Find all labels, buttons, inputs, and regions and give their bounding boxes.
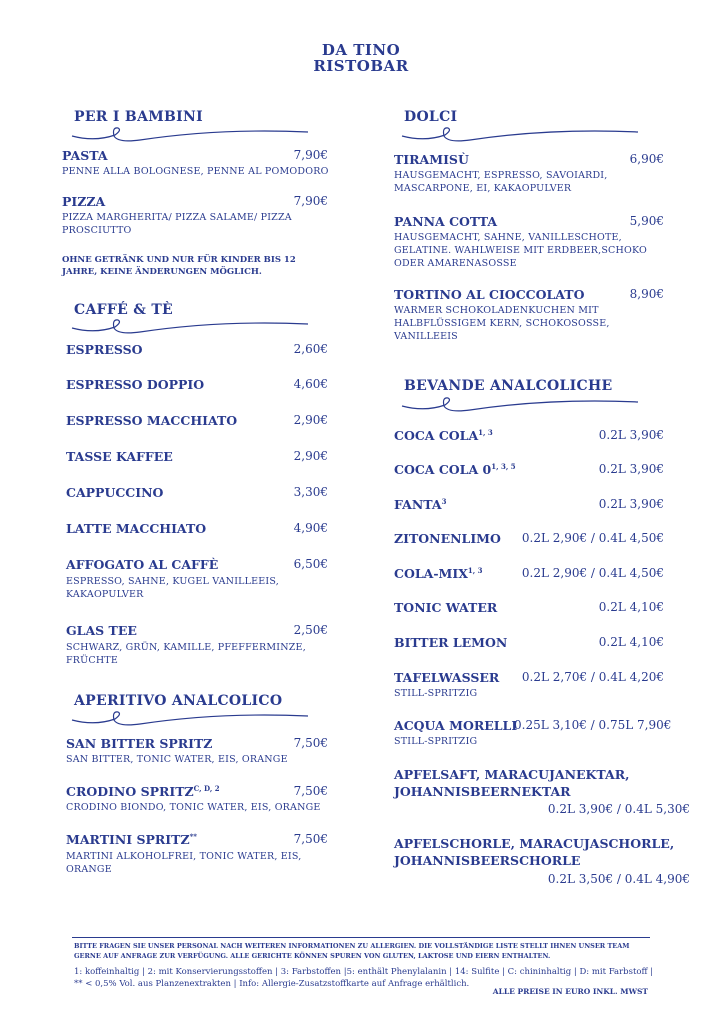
menu-item-price: 7,50€ bbox=[293, 736, 328, 750]
menu-item-name: FANTA$^3$ bbox=[394, 496, 447, 512]
menu-item-description: HAUSGEMACHT, ESPRESSO, SAVOIARDI, MASCARPONE, EI, KAKAOPULVER bbox=[394, 170, 608, 194]
restaurant-name: DA TINO bbox=[321, 41, 401, 59]
menu-item-description: STILL-SPRITZIG bbox=[394, 736, 478, 747]
menu-item-price: 5,90€ bbox=[629, 214, 664, 228]
menu-item-price: 6,90€ bbox=[629, 152, 664, 166]
menu-item-description: PIZZA MARGHERITA/ PIZZA SALAME/ PIZZA PROSCIUTTO bbox=[62, 212, 292, 236]
menu-item-price: 2,60€ bbox=[293, 342, 328, 356]
menu-item-name: CAPPUCCINO bbox=[66, 485, 164, 500]
menu-item-name: PIZZA bbox=[62, 194, 106, 209]
footer-divider bbox=[72, 937, 650, 938]
menu-item-name-juices-line2: JOHANNISBEERNEKTAR bbox=[394, 784, 571, 799]
menu-item-description: CRODINO BIONDO, TONIC WATER, EIS, ORANGE bbox=[66, 802, 321, 813]
menu-item-price: 2,50€ bbox=[293, 623, 328, 637]
menu-item-price: 0.2L 3,90€ bbox=[598, 497, 664, 511]
section-title-dolci: DOLCI bbox=[404, 109, 458, 125]
menu-item-price: 7,50€ bbox=[293, 784, 328, 798]
menu-item-price: 0.2L 3,50€ / 0.4L 4,90€ bbox=[547, 872, 690, 886]
menu-item-name: AFFOGATO AL CAFFÈ bbox=[66, 557, 219, 572]
menu-item-price: 0.2L 2,90€ / 0.4L 4,50€ bbox=[521, 531, 664, 545]
menu-item-price: 0.2L 2,90€ / 0.4L 4,50€ bbox=[521, 566, 664, 580]
menu-item-price: 0.2L 4,10€ bbox=[598, 600, 664, 614]
menu-item-name: PANNA COTTA bbox=[394, 214, 498, 229]
menu-item-name-schorle-line1: APFELSCHORLE, MARACUJASCHORLE, bbox=[394, 836, 675, 851]
menu-item-name: LATTE MACCHIATO bbox=[66, 521, 207, 536]
menu-item-price: 4,60€ bbox=[293, 377, 328, 391]
menu-item-price: 7,50€ bbox=[293, 832, 328, 846]
children-menu-note: OHNE GETRÄNK UND NUR FÜR KINDER BIS 12 JAHRE, KEINE ÄNDERUNGEN MÖGLICH. bbox=[62, 255, 296, 277]
swash-flourish-icon bbox=[70, 708, 310, 730]
prices-note: ALLE PREISE IN EURO INKL. MWST bbox=[492, 987, 648, 996]
menu-item-description: MARTINI ALKOHOLFREI, TONIC WATER, EIS, ORANGE bbox=[66, 851, 302, 875]
menu-item-price: 0.2L 3,90€ / 0.4L 5,30€ bbox=[547, 802, 690, 816]
menu-item-description: SAN BITTER, TONIC WATER, EIS, ORANGE bbox=[66, 754, 288, 765]
allergy-note: BITTE FRAGEN SIE UNSER PERSONAL NACH WEITEREN INFORMATIONEN ZU ALLERGIEN. DIE VOLLSTÄNDIGE LISTE STELLT IHNEN UNSER TEAM GERNE AUF ANFRAGE ZUR VERFÜGUNG. ALLE GERICHTE KÖNNEN SPUREN VON GLUTEN, LAKTOSE UND EIERN ENTHALTEN. bbox=[74, 942, 630, 960]
menu-item-description: PENNE ALLA BOLOGNESE, PENNE AL POMODORO bbox=[62, 166, 329, 177]
menu-item-name: TONIC WATER bbox=[394, 600, 498, 615]
menu-item-description: ESPRESSO, SAHNE, KUGEL VANILLEEIS, KAKAOPULVER bbox=[66, 576, 279, 600]
menu-item-price: 2,90€ bbox=[293, 413, 328, 427]
section-title-aperitivo: APERITIVO ANALCOLICO bbox=[74, 693, 283, 709]
menu-item-name: TAFELWASSER bbox=[394, 670, 500, 685]
menu-item-name: COCA COLA 0$^{1, 3, 5}$ bbox=[394, 461, 516, 477]
menu-item-name: BITTER LEMON bbox=[394, 635, 508, 650]
menu-item-name: TIRAMISÙ bbox=[394, 152, 469, 167]
menu-item-price: 8,90€ bbox=[629, 287, 664, 301]
menu-item-price: 7,90€ bbox=[293, 194, 328, 208]
menu-item-name: MARTINI SPRITZ** bbox=[66, 831, 197, 847]
menu-item-price: 7,90€ bbox=[293, 148, 328, 162]
swash-flourish-icon bbox=[400, 394, 640, 416]
menu-item-name: ACQUA MORELLI bbox=[394, 718, 518, 733]
menu-item-name: COLA-MIX$^{1, 3}$ bbox=[394, 565, 483, 581]
section-title-bambini: PER I BAMBINI bbox=[74, 109, 203, 125]
menu-item-name: ESPRESSO MACCHIATO bbox=[66, 413, 238, 428]
menu-item-name: GLAS TEE bbox=[66, 623, 137, 638]
swash-flourish-icon bbox=[70, 316, 310, 338]
menu-item-name: TASSE KAFFEE bbox=[66, 449, 173, 464]
menu-item-description: STILL-SPRITZIG bbox=[394, 688, 478, 699]
section-title-caffe: CAFFÉ & TÈ bbox=[74, 302, 174, 318]
menu-item-name: COCA COLA$^{1, 3}$ bbox=[394, 427, 493, 443]
menu-item-price: 4,90€ bbox=[293, 521, 328, 535]
menu-item-name-juices-line1: APFELSAFT, MARACUJANEKTAR, bbox=[394, 767, 630, 782]
menu-item-price: 0.2L 3,90€ bbox=[598, 428, 664, 442]
menu-item-name: TORTINO AL CIOCCOLATO bbox=[394, 287, 585, 302]
menu-item-price: 0.25L 3,10€ / 0.75L 7,90€ bbox=[514, 718, 672, 732]
menu-item-description: SCHWARZ, GRÜN, KAMILLE, PFEFFERMINZE, FRÜCHTE bbox=[66, 642, 306, 666]
swash-flourish-icon bbox=[400, 124, 640, 146]
menu-item-price: 0.2L 2,70€ / 0.4L 4,20€ bbox=[521, 670, 664, 684]
menu-item-description: HAUSGEMACHT, SAHNE, VANILLESCHOTE, GELATINE. WAHLWEISE MIT ERDBEER,SCHOKO ODER AMARENASOSSE bbox=[394, 232, 648, 269]
menu-item-price: 3,30€ bbox=[293, 485, 328, 499]
menu-item-name: ESPRESSO bbox=[66, 342, 143, 357]
additives-legend: 1: koffeinhaltig | 2: mit Konservierungsstoffen | 3: Farbstoffen |5: enthält Phenylalanin | 14: Sulfite | C: chininhaltig | D: mit Farbstoff | ** < 0,5% Vol. aus Planzenextrakten | Info: Allergie-Zusatzstoffkarte auf Anfrage erhältlich. bbox=[74, 967, 654, 989]
menu-item-price: 2,90€ bbox=[293, 449, 328, 463]
restaurant-subtitle: RISTOBAR bbox=[313, 57, 409, 75]
menu-item-name: CRODINO $SPRITZ^{C, D, 2}$ bbox=[66, 783, 220, 799]
menu-item-price: 6,50€ bbox=[293, 557, 328, 571]
menu-item-price: 0.2L 3,90€ bbox=[598, 462, 664, 476]
menu-item-name: ZITONENLIMO bbox=[394, 531, 501, 546]
menu-item-name-schorle-line2: JOHANNISBEERSCHORLE bbox=[394, 853, 581, 868]
menu-item-name: ESPRESSO DOPPIO bbox=[66, 377, 205, 392]
section-title-bevande: BEVANDE ANALCOLICHE bbox=[404, 378, 613, 394]
menu-item-price: 0.2L 4,10€ bbox=[598, 635, 664, 649]
swash-flourish-icon bbox=[70, 124, 310, 146]
menu-item-name: PASTA bbox=[62, 148, 108, 163]
menu-item-description: WARMER SCHOKOLADENKUCHEN MIT HALBFLÜSSIGEM KERN, SCHOKOSOSSE, VANILLEEIS bbox=[394, 305, 610, 342]
menu-item-name: SAN BITTER SPRITZ bbox=[66, 736, 213, 751]
